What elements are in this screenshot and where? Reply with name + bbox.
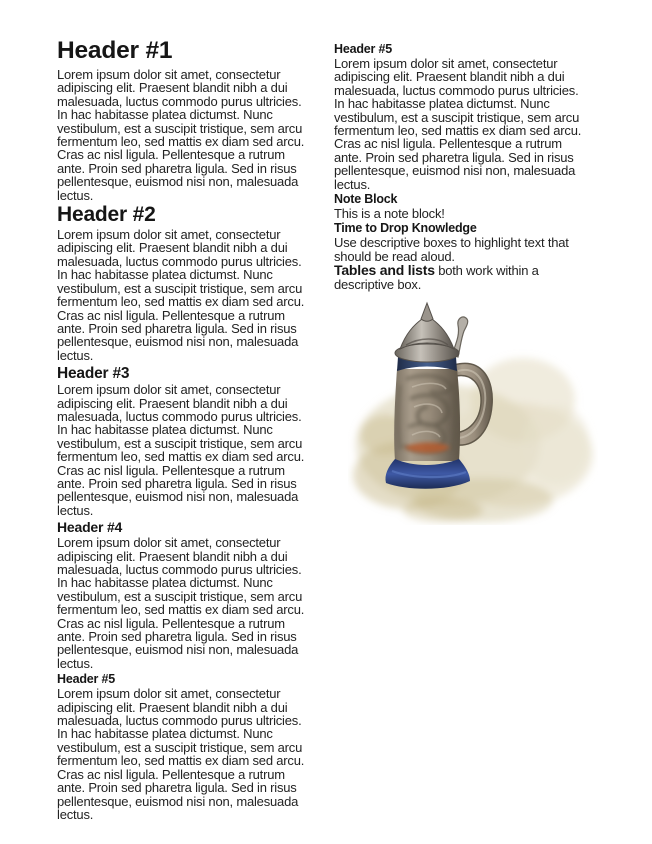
section-header-5-left bbox=[57, 672, 313, 821]
header-1-title: Header #1 bbox=[57, 37, 173, 64]
beer-stein-svg bbox=[348, 295, 598, 525]
tables-and-lists-rest: both work within a descriptive box. bbox=[334, 263, 539, 292]
stein-lid-finial bbox=[421, 303, 433, 321]
tables-and-lists-bold: Tables and lists bbox=[334, 262, 435, 279]
section-header-5-right bbox=[334, 42, 592, 191]
header-5-right-title: Header #5 bbox=[334, 42, 392, 56]
right-column bbox=[334, 40, 592, 525]
knowledge-block-text: Use descriptive boxes to highlight text that should be read aloud. bbox=[334, 235, 569, 264]
section-header-3 bbox=[57, 365, 313, 517]
header-4-title: Header #4 bbox=[57, 519, 123, 536]
section-header-4 bbox=[57, 520, 313, 670]
header-5-title: Header #5 bbox=[57, 672, 115, 687]
note-block-title: Note Block bbox=[334, 192, 398, 207]
section-header-1 bbox=[57, 38, 313, 202]
note-block bbox=[334, 192, 592, 220]
header-5-right-paragraph: Lorem ipsum dolor sit amet, consectetur adipiscing elit. Praesent blandit nibh a dui malesuada, luctus commodo purus ultricies. In hac habitasse platea dictumst. Nunc vestibulum, est a suscipit tristique, sem arcu fermentum leo, sed mattis ex diam sed arcu. Cras ac nisl ligula. Pellentesque a rutrum ante. Proin sed pharetra ligula. Sed in risus pellentesque, euismod nisi non, malesuada lectus. bbox=[334, 56, 582, 192]
header-2-title: Header #2 bbox=[57, 203, 156, 227]
knowledge-block-title: Time to Drop Knowledge bbox=[334, 221, 477, 236]
header-5-paragraph: Lorem ipsum dolor sit amet, consectetur adipiscing elit. Praesent blandit nibh a dui malesuada, luctus commodo purus ultricies. In hac habitasse platea dictumst. Nunc vestibulum, est a suscipit tristique, sem arcu fermentum leo, sed mattis ex diam sed arcu. Cras ac nisl ligula. Pellentesque a rutrum ante. Proin sed pharetra ligula. Sed in risus pellentesque, euismod nisi non, malesuada lectus. bbox=[57, 686, 305, 822]
section-header-2 bbox=[57, 204, 313, 362]
beer-stein-illustration bbox=[348, 295, 598, 525]
header-3-title: Header #3 bbox=[57, 365, 130, 383]
header-2-paragraph: Lorem ipsum dolor sit amet, consectetur adipiscing elit. Praesent blandit nibh a dui malesuada, luctus commodo purus ultricies. In hac habitasse platea dictumst. Nunc vestibulum, est a suscipit tristique, sem arcu fermentum leo, sed mattis ex diam sed arcu. Cras ac nisl ligula. Pellentesque a rutrum ante. Proin sed pharetra ligula. Sed in risus pellentesque, euismod nisi non, malesuada lectus. bbox=[57, 227, 305, 363]
left-column bbox=[57, 38, 313, 822]
header-1-paragraph: Lorem ipsum dolor sit amet, consectetur adipiscing elit. Praesent blandit nibh a dui malesuada, luctus commodo purus ultricies. In hac habitasse platea dictumst. Nunc vestibulum, est a suscipit tristique, sem arcu fermentum leo, sed mattis ex diam sed arcu. Cras ac nisl ligula. Pellentesque a rutrum ante. Proin sed pharetra ligula. Sed in risus pellentesque, euismod nisi non, malesuada lectus. bbox=[57, 67, 305, 203]
header-3-paragraph: Lorem ipsum dolor sit amet, consectetur adipiscing elit. Praesent blandit nibh a dui malesuada, luctus commodo purus ultricies. In hac habitasse platea dictumst. Nunc vestibulum, est a suscipit tristique, sem arcu fermentum leo, sed mattis ex diam sed arcu. Cras ac nisl ligula. Pellentesque a rutrum ante. Proin sed pharetra ligula. Sed in risus pellentesque, euismod nisi non, malesuada lectus. bbox=[57, 382, 305, 518]
knowledge-block bbox=[334, 221, 592, 291]
header-4-paragraph: Lorem ipsum dolor sit amet, consectetur adipiscing elit. Praesent blandit nibh a dui malesuada, luctus commodo purus ultricies. In hac habitasse platea dictumst. Nunc vestibulum, est a suscipit tristique, sem arcu fermentum leo, sed mattis ex diam sed arcu. Cras ac nisl ligula. Pellentesque a rutrum ante. Proin sed pharetra ligula. Sed in risus pellentesque, euismod nisi non, malesuada lectus. bbox=[57, 535, 305, 671]
tables-and-lists-text bbox=[334, 264, 592, 291]
note-block-text: This is a note block! bbox=[334, 206, 445, 222]
